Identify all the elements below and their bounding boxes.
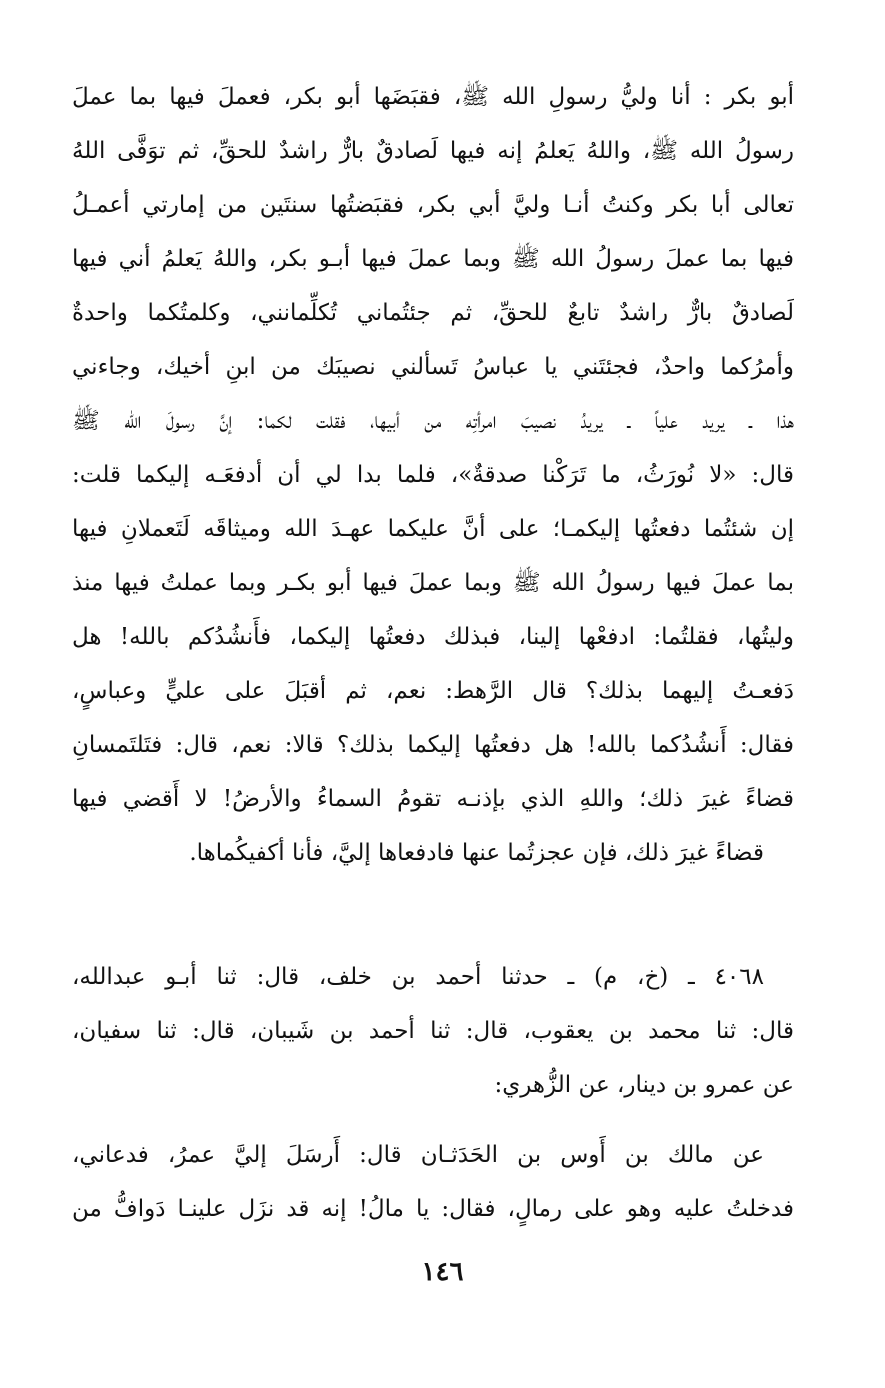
text-line: وليتُها، فقلتُما: ادفعْها إلينا، فبذلك دفعتُها إليكما، فأَنشُدُكم بالله! هل [72, 624, 794, 650]
text-line: قضاءً غيرَ ذلك؛ واللهِ الذي بإذنـه تقومُ السماءُ والأرضُ! لا أَقضي فيها [72, 786, 794, 812]
text-line: قال: ثنا محمد بن يعقوب، قال: ثنا أحمد بن شَيبان، قال: ثنا سفيان، [72, 1018, 794, 1044]
text-line: قال: «لا نُورَثُ، ما تَرَكْنا صدقةٌ»، فلما بدا لي أن أدفعَـه إليكما قلت: [72, 462, 794, 488]
text-line: عن عمرو بن دينار، عن الزُّهري: [494, 1072, 794, 1098]
text-line: فدخلتُ عليه وهو على رمالٍ، فقال: يا مالُ! إنه قد نزَل علينـا دَوافُّ من [72, 1196, 794, 1222]
text-line: بما عملَ فيها رسولُ الله ﷺ وبما عملَ فيها أبو بكـر وبما عملتُ فيها منذ [72, 570, 794, 596]
text-line: فيها بما عملَ رسولُ الله ﷺ وبما عملَ فيها أبـو بكر، واللهُ يَعلمُ أني فيها [72, 246, 794, 272]
text-line: تعالى أبا بكر وكنتُ أنـا وليَّ أبي بكر، فقبَضتُها سنتَين من إمارتي أعمـلُ [72, 192, 794, 218]
page-number: ١٤٦ [421, 1257, 464, 1287]
text-line: رسولُ الله ﷺ، واللهُ يَعلمُ إنه فيها لَصادقٌ بارٌّ راشدٌ للحقِّ، ثم توَفَّى اللهُ [72, 138, 794, 164]
text-line: لَصادقٌ بارٌّ راشدٌ تابعٌ للحقِّ، ثم جئتُماني تُكلِّمانني، وكلمتُكما واحدةٌ [72, 300, 794, 326]
text-line: قضاءً غيرَ ذلك، فإن عجزتُما عنها فادفعاها إليَّ، فأنا أكفيكُماها. [189, 840, 764, 866]
paragraph-hadith-4068-isnad [72, 950, 794, 1112]
text-line: وأمرُكما واحدٌ، فجئتَني يا عباسُ تَسألني نصيبَك من ابنِ أخيك، وجاءني [72, 354, 794, 380]
text-line: دَفعـتُ إليهما بذلك؟ قال الرَّهط: نعم، ثم أقبَلَ على عليٍّ وعباسٍ، [72, 678, 794, 704]
paragraph-hadith-4068-matn [72, 1128, 794, 1236]
text-line: هذا ـ يريد علياً ـ يريدُ نصيبَ امرأتِه من أبيها، فقلت لكما: إنَّ رسولَ الله ﷺ [72, 408, 794, 434]
text-line: ٤٠٦٨ ـ (خ، م) ـ حدثنا أحمد بن خلف، قال: ثنا أبـو عبدالله، [72, 964, 764, 990]
text-line: إن شئتُما دفعتُها إليكمـا؛ على أنَّ عليكما عهـدَ الله وميثاقَه لَتَعملانِ فيها [72, 516, 794, 542]
text-line: فقال: أَنشُدُكما بالله! هل دفعتُها إليكما بذلك؟ قالا: نعم، قال: فتَلتَمسانِ [72, 732, 794, 758]
paragraph-hadith-continuation [72, 70, 794, 880]
text-line: أبو بكر : أنا وليُّ رسولِ الله ﷺ، فقبَضَها أبو بكر، فعملَ فيها بما عملَ [72, 84, 794, 110]
text-line: عن مالك بن أَوس بن الحَدَثـان قال: أَرسَلَ إليَّ عمرُ، فدعاني، [72, 1142, 764, 1168]
